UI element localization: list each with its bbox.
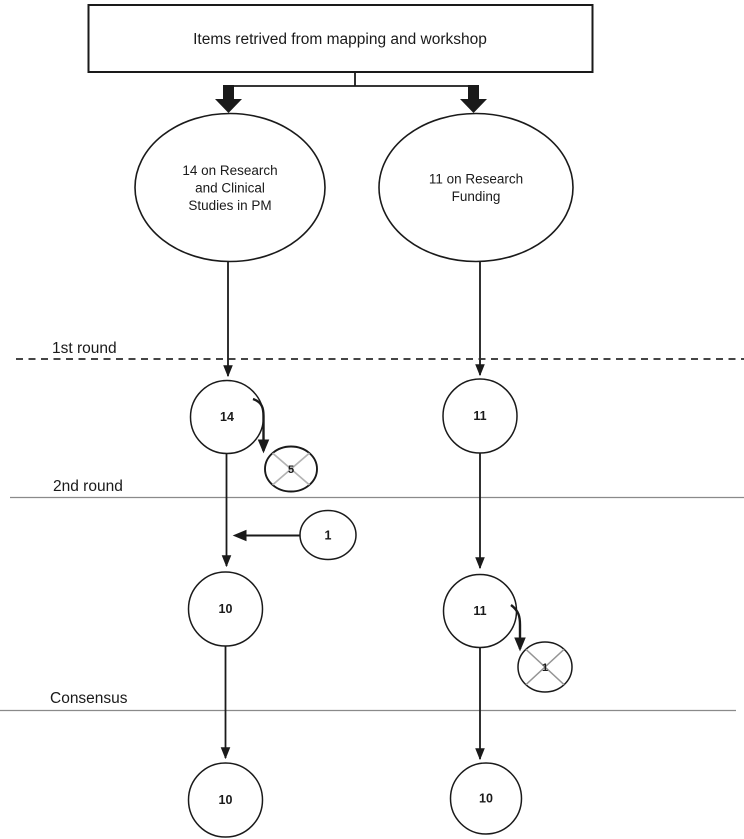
round1-label: 1st round: [52, 340, 117, 357]
block-arrow-right: [460, 85, 487, 113]
source-box-label: Items retrived from mapping and workshop: [193, 31, 487, 48]
right-consensus-count: 10: [479, 791, 493, 806]
block-arrow-left: [215, 85, 242, 113]
left-excluded-node: [265, 447, 317, 492]
right-excluded-count: 1: [541, 662, 549, 674]
right-source-ellipse: [379, 114, 573, 262]
left-excluded-count: 5: [287, 464, 295, 476]
left-round1-count: 14: [220, 410, 234, 424]
left-source-label-line3: Studies in PM: [188, 198, 272, 213]
right-source-label-line2: Funding: [451, 189, 501, 204]
round2-label: 2nd round: [53, 478, 123, 495]
added-item-count: 1: [324, 528, 332, 543]
right-excluded-node: [518, 642, 572, 692]
consensus-label: Consensus: [50, 690, 128, 707]
right-source-label-line1: 11 on Research: [428, 171, 524, 187]
block-arrow-right-shaft: [468, 85, 479, 100]
left-round2-count: 10: [218, 602, 233, 616]
block-arrow-left-shaft: [223, 85, 234, 100]
block-arrow-left-head: [215, 99, 242, 113]
right-round1-count: 11: [473, 409, 487, 423]
left-source-label-line1: 14 on Research: [182, 163, 278, 178]
left-source-label-line2: and Clinical: [195, 180, 265, 196]
block-arrow-right-head: [460, 99, 487, 113]
left-consensus-count: 10: [218, 793, 233, 807]
right-round2-count: 11: [473, 604, 487, 618]
